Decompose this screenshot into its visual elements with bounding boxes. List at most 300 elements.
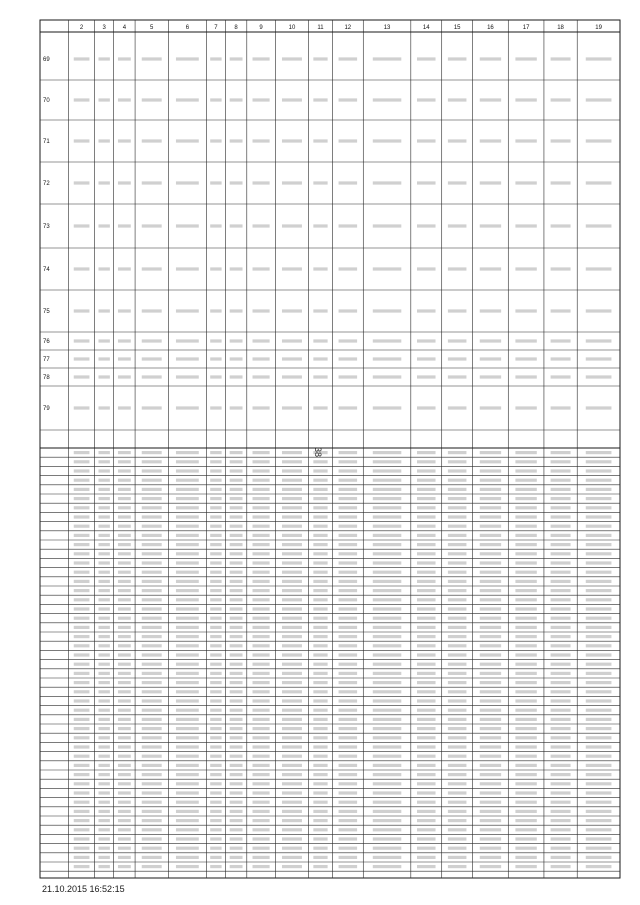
- cell-text-mark: [98, 626, 109, 629]
- cell-text-mark: [373, 810, 402, 813]
- cell-text-mark: [253, 727, 270, 730]
- cell-text-mark: [551, 139, 571, 142]
- cell-text-mark: [98, 681, 109, 684]
- cell-text-mark: [515, 672, 536, 675]
- cell-text-mark: [339, 626, 358, 629]
- cell-text-mark: [515, 810, 536, 813]
- cell-text-mark: [253, 267, 270, 270]
- cell-text-mark: [142, 773, 162, 776]
- cell-text-mark: [417, 406, 436, 409]
- cell-text-mark: [118, 663, 131, 666]
- cell-text-mark: [210, 580, 221, 583]
- cell-text-mark: [551, 497, 571, 500]
- cell-text-mark: [142, 764, 162, 767]
- cell-text-mark: [142, 571, 162, 574]
- cell-text-mark: [515, 598, 536, 601]
- cell-text-mark: [417, 589, 436, 592]
- cell-text-mark: [176, 552, 199, 555]
- cell-text-mark: [176, 139, 199, 142]
- cell-text-mark: [210, 699, 221, 702]
- cell-text-mark: [480, 847, 501, 850]
- cell-text-mark: [339, 810, 358, 813]
- cell-text-mark: [313, 224, 327, 227]
- cell-text-mark: [480, 773, 501, 776]
- cell-text-mark: [448, 515, 467, 518]
- cell-text-mark: [118, 801, 131, 804]
- cell-text-mark: [282, 497, 302, 500]
- cell-text-mark: [551, 339, 571, 342]
- cell-text-mark: [230, 773, 243, 776]
- cell-text-mark: [118, 810, 131, 813]
- row-number: 76: [43, 339, 50, 345]
- cell-text-mark: [417, 635, 436, 638]
- cell-text-mark: [253, 791, 270, 794]
- cell-text-mark: [313, 718, 327, 721]
- cell-text-mark: [176, 782, 199, 785]
- cell-text-mark: [373, 736, 402, 739]
- cell-text-mark: [339, 736, 358, 739]
- cell-text-mark: [176, 718, 199, 721]
- cell-text-mark: [98, 224, 109, 227]
- cell-text-mark: [417, 644, 436, 647]
- cell-text-mark: [230, 764, 243, 767]
- cell-text-mark: [176, 837, 199, 840]
- cell-text-mark: [373, 718, 402, 721]
- cell-text-mark: [551, 663, 571, 666]
- cell-text-mark: [253, 653, 270, 656]
- cell-text-mark: [253, 617, 270, 620]
- column-number: 15: [453, 25, 461, 31]
- cell-text-mark: [74, 801, 90, 804]
- cell-text-mark: [142, 525, 162, 528]
- cell-text-mark: [515, 801, 536, 804]
- cell-text-mark: [230, 865, 243, 868]
- cell-text-mark: [448, 699, 467, 702]
- cell-text-mark: [515, 224, 536, 227]
- cell-text-mark: [448, 552, 467, 555]
- cell-text-mark: [176, 810, 199, 813]
- cell-text-mark: [480, 451, 501, 454]
- cell-text-mark: [313, 98, 327, 101]
- cell-text-mark: [98, 736, 109, 739]
- cell-text-mark: [118, 571, 131, 574]
- cell-text-mark: [176, 847, 199, 850]
- cell-text-mark: [339, 469, 358, 472]
- cell-text-mark: [98, 810, 109, 813]
- cell-text-mark: [448, 755, 467, 758]
- cell-text-mark: [373, 865, 402, 868]
- cell-text-mark: [515, 488, 536, 491]
- cell-text-mark: [551, 709, 571, 712]
- cell-text-mark: [282, 267, 302, 270]
- cell-text-mark: [480, 598, 501, 601]
- cell-text-mark: [176, 460, 199, 463]
- cell-text-mark: [339, 847, 358, 850]
- cell-text-mark: [448, 727, 467, 730]
- cell-text-mark: [142, 718, 162, 721]
- cell-text-mark: [480, 460, 501, 463]
- cell-text-mark: [373, 451, 402, 454]
- cell-text-mark: [339, 543, 358, 546]
- cell-text-mark: [339, 580, 358, 583]
- cell-text-mark: [551, 755, 571, 758]
- cell-text-mark: [373, 617, 402, 620]
- column-grid: [40, 20, 620, 878]
- cell-text-mark: [176, 525, 199, 528]
- cell-text-mark: [118, 653, 131, 656]
- cell-text-mark: [98, 819, 109, 822]
- cell-text-mark: [142, 552, 162, 555]
- cell-text-mark: [253, 525, 270, 528]
- cell-text-mark: [373, 497, 402, 500]
- cell-text-mark: [142, 598, 162, 601]
- cell-text-mark: [230, 561, 243, 564]
- cell-text-mark: [313, 810, 327, 813]
- cell-text-mark: [118, 543, 131, 546]
- cell-text-mark: [373, 791, 402, 794]
- cell-text-mark: [230, 635, 243, 638]
- cell-text-mark: [210, 339, 221, 342]
- column-number: 9: [259, 25, 263, 31]
- cell-text-mark: [551, 543, 571, 546]
- cell-text-mark: [515, 699, 536, 702]
- cell-text-mark: [210, 690, 221, 693]
- cell-text-mark: [230, 847, 243, 850]
- cell-text-mark: [480, 837, 501, 840]
- cell-text-mark: [210, 406, 221, 409]
- cell-text-mark: [230, 497, 243, 500]
- cell-text-mark: [118, 828, 131, 831]
- cell-text-mark: [253, 460, 270, 463]
- cell-text-mark: [551, 819, 571, 822]
- cell-text-mark: [74, 488, 90, 491]
- row-number: 79: [43, 406, 50, 412]
- cell-text-mark: [586, 709, 612, 712]
- cell-text-mark: [118, 847, 131, 850]
- cell-text-mark: [118, 865, 131, 868]
- cell-text-mark: [98, 589, 109, 592]
- cell-text-mark: [74, 865, 90, 868]
- cell-text-mark: [253, 681, 270, 684]
- cell-text-mark: [230, 782, 243, 785]
- cell-text-mark: [313, 819, 327, 822]
- cell-text-mark: [448, 709, 467, 712]
- cell-text-mark: [339, 782, 358, 785]
- cell-text-mark: [515, 57, 536, 60]
- cell-text-mark: [448, 309, 467, 312]
- cell-text-mark: [313, 736, 327, 739]
- cell-text-mark: [586, 469, 612, 472]
- cell-text-mark: [98, 663, 109, 666]
- cell-text-mark: [253, 663, 270, 666]
- cell-text-mark: [74, 764, 90, 767]
- cell-text-mark: [417, 782, 436, 785]
- cell-text-mark: [313, 828, 327, 831]
- cell-text-mark: [313, 644, 327, 647]
- cell-text-mark: [253, 488, 270, 491]
- cell-text-mark: [253, 865, 270, 868]
- cell-text-mark: [230, 791, 243, 794]
- cell-text-mark: [448, 607, 467, 610]
- cell-text-mark: [373, 837, 402, 840]
- cell-text-mark: [417, 309, 436, 312]
- cell-text-mark: [74, 543, 90, 546]
- cell-text-mark: [551, 181, 571, 184]
- cell-text-mark: [253, 773, 270, 776]
- cell-text-mark: [586, 139, 612, 142]
- cell-text-mark: [253, 755, 270, 758]
- cell-text-mark: [515, 865, 536, 868]
- cell-text-mark: [551, 764, 571, 767]
- cell-text-mark: [313, 267, 327, 270]
- cell-text-mark: [118, 479, 131, 482]
- cell-text-mark: [176, 543, 199, 546]
- cell-text-mark: [586, 552, 612, 555]
- cell-text-mark: [480, 791, 501, 794]
- cell-text-mark: [313, 543, 327, 546]
- cell-text-mark: [515, 267, 536, 270]
- cell-text-mark: [373, 663, 402, 666]
- cell-text-mark: [373, 690, 402, 693]
- cell-text-mark: [176, 451, 199, 454]
- cell-text-mark: [339, 357, 358, 360]
- cell-text-mark: [448, 773, 467, 776]
- cell-text-mark: [515, 718, 536, 721]
- cell-text-mark: [282, 810, 302, 813]
- cell-text-mark: [74, 672, 90, 675]
- cell-text-mark: [74, 506, 90, 509]
- cell-text-mark: [98, 865, 109, 868]
- cell-text-mark: [373, 506, 402, 509]
- cell-text-mark: [448, 181, 467, 184]
- cell-text-mark: [142, 663, 162, 666]
- cell-text-mark: [118, 552, 131, 555]
- cell-text-mark: [210, 309, 221, 312]
- cell-text-mark: [282, 460, 302, 463]
- page-number: 38: [313, 446, 323, 457]
- cell-text-mark: [282, 598, 302, 601]
- cell-text-mark: [586, 357, 612, 360]
- cell-text-mark: [176, 745, 199, 748]
- cell-text-mark: [230, 309, 243, 312]
- cell-text-mark: [480, 479, 501, 482]
- cell-text-mark: [210, 764, 221, 767]
- cell-text-mark: [282, 782, 302, 785]
- cell-text-mark: [551, 57, 571, 60]
- cell-text-mark: [313, 497, 327, 500]
- cell-text-mark: [313, 617, 327, 620]
- cell-text-mark: [417, 552, 436, 555]
- cell-text-mark: [373, 745, 402, 748]
- cell-text-mark: [515, 819, 536, 822]
- cell-text-mark: [230, 617, 243, 620]
- cell-text-mark: [142, 819, 162, 822]
- cell-text-mark: [98, 339, 109, 342]
- cell-text-mark: [98, 267, 109, 270]
- cell-text-mark: [142, 745, 162, 748]
- cell-text-mark: [448, 357, 467, 360]
- cell-text-mark: [253, 98, 270, 101]
- cell-text-mark: [339, 552, 358, 555]
- cell-text-mark: [515, 736, 536, 739]
- cell-text-mark: [515, 181, 536, 184]
- cell-text-mark: [98, 847, 109, 850]
- cell-text-mark: [142, 782, 162, 785]
- cell-text-mark: [282, 801, 302, 804]
- cell-text-mark: [480, 736, 501, 739]
- cell-text-mark: [313, 506, 327, 509]
- cell-text-mark: [515, 506, 536, 509]
- cell-text-mark: [142, 755, 162, 758]
- cell-text-mark: [586, 819, 612, 822]
- cell-text-mark: [480, 718, 501, 721]
- cell-text-mark: [448, 534, 467, 537]
- cell-text-mark: [74, 357, 90, 360]
- cell-text-mark: [210, 506, 221, 509]
- cell-text-mark: [98, 139, 109, 142]
- column-number: 14: [422, 25, 430, 31]
- cell-text-mark: [417, 357, 436, 360]
- cell-text-mark: [480, 571, 501, 574]
- cell-text-mark: [253, 828, 270, 831]
- cell-text-mark: [515, 626, 536, 629]
- cell-text-mark: [373, 598, 402, 601]
- cell-text-mark: [480, 755, 501, 758]
- cell-text-mark: [176, 764, 199, 767]
- cell-text-mark: [282, 607, 302, 610]
- cell-text-mark: [313, 451, 327, 454]
- cell-text-mark: [551, 828, 571, 831]
- cell-text-mark: [142, 460, 162, 463]
- cell-text-mark: [551, 810, 571, 813]
- cell-text-mark: [118, 635, 131, 638]
- cell-text-mark: [339, 828, 358, 831]
- cell-text-mark: [98, 699, 109, 702]
- cell-text-mark: [210, 736, 221, 739]
- cell-text-mark: [417, 865, 436, 868]
- cell-text-mark: [282, 357, 302, 360]
- cell-text-mark: [142, 690, 162, 693]
- cell-text-mark: [417, 57, 436, 60]
- cell-text-mark: [339, 690, 358, 693]
- cell-text-mark: [282, 745, 302, 748]
- cell-text-mark: [210, 709, 221, 712]
- cell-text-mark: [253, 856, 270, 859]
- cell-text-mark: [142, 534, 162, 537]
- cell-text-mark: [253, 736, 270, 739]
- cell-text-mark: [142, 451, 162, 454]
- cell-text-mark: [551, 736, 571, 739]
- cell-text-mark: [313, 856, 327, 859]
- cell-text-mark: [448, 561, 467, 564]
- cell-text-mark: [142, 224, 162, 227]
- cell-text-mark: [373, 607, 402, 610]
- cell-text-mark: [98, 571, 109, 574]
- cell-text-mark: [118, 181, 131, 184]
- cell-text-mark: [551, 98, 571, 101]
- cell-text-mark: [176, 561, 199, 564]
- cell-text-mark: [586, 782, 612, 785]
- cell-text-mark: [253, 709, 270, 712]
- cell-text-mark: [480, 635, 501, 638]
- cell-text-mark: [313, 672, 327, 675]
- cell-text-mark: [210, 181, 221, 184]
- cell-text-mark: [142, 681, 162, 684]
- cell-text-mark: [74, 139, 90, 142]
- cell-text-mark: [74, 791, 90, 794]
- cell-text-mark: [142, 653, 162, 656]
- cell-text-mark: [253, 571, 270, 574]
- cell-text-mark: [230, 534, 243, 537]
- cell-text-mark: [282, 580, 302, 583]
- cell-text-mark: [448, 267, 467, 270]
- cell-text-mark: [551, 801, 571, 804]
- cell-text-mark: [98, 488, 109, 491]
- cell-text-mark: [118, 699, 131, 702]
- cell-text-mark: [313, 607, 327, 610]
- cell-text-mark: [142, 57, 162, 60]
- cell-text-mark: [74, 782, 90, 785]
- cell-text-mark: [118, 57, 131, 60]
- cell-text-mark: [74, 525, 90, 528]
- cell-text-mark: [551, 865, 571, 868]
- cell-text-mark: [586, 764, 612, 767]
- cell-text-mark: [282, 755, 302, 758]
- cell-text-mark: [586, 98, 612, 101]
- cell-text-mark: [176, 865, 199, 868]
- cell-text-mark: [142, 406, 162, 409]
- cell-text-mark: [551, 460, 571, 463]
- cell-text-mark: [373, 561, 402, 564]
- cell-text-mark: [373, 782, 402, 785]
- cell-text-mark: [515, 764, 536, 767]
- cell-text-mark: [551, 267, 571, 270]
- cell-text-mark: [515, 828, 536, 831]
- cell-text-mark: [253, 339, 270, 342]
- cell-text-mark: [176, 626, 199, 629]
- cell-text-mark: [74, 837, 90, 840]
- cell-text-mark: [74, 339, 90, 342]
- cell-text-mark: [142, 309, 162, 312]
- cell-text-mark: [98, 598, 109, 601]
- cell-text-mark: [586, 181, 612, 184]
- cell-text-mark: [74, 856, 90, 859]
- cell-text-mark: [417, 837, 436, 840]
- cell-text-mark: [176, 681, 199, 684]
- cell-text-mark: [339, 819, 358, 822]
- cell-text-mark: [448, 98, 467, 101]
- cell-text-mark: [448, 663, 467, 666]
- cell-text-mark: [210, 139, 221, 142]
- cell-text-mark: [339, 801, 358, 804]
- cell-text-mark: [448, 139, 467, 142]
- cell-text-mark: [253, 819, 270, 822]
- cell-text-mark: [551, 856, 571, 859]
- cell-text-mark: [339, 718, 358, 721]
- cell-text-mark: [448, 580, 467, 583]
- cell-text-mark: [282, 561, 302, 564]
- cell-text-mark: [230, 736, 243, 739]
- cell-text-mark: [74, 57, 90, 60]
- cell-text-mark: [74, 755, 90, 758]
- cell-text-mark: [373, 488, 402, 491]
- cell-text-mark: [373, 460, 402, 463]
- cell-text-mark: [480, 525, 501, 528]
- cell-text-mark: [448, 782, 467, 785]
- cell-text-mark: [339, 534, 358, 537]
- cell-text-mark: [210, 375, 221, 378]
- cell-text-mark: [98, 57, 109, 60]
